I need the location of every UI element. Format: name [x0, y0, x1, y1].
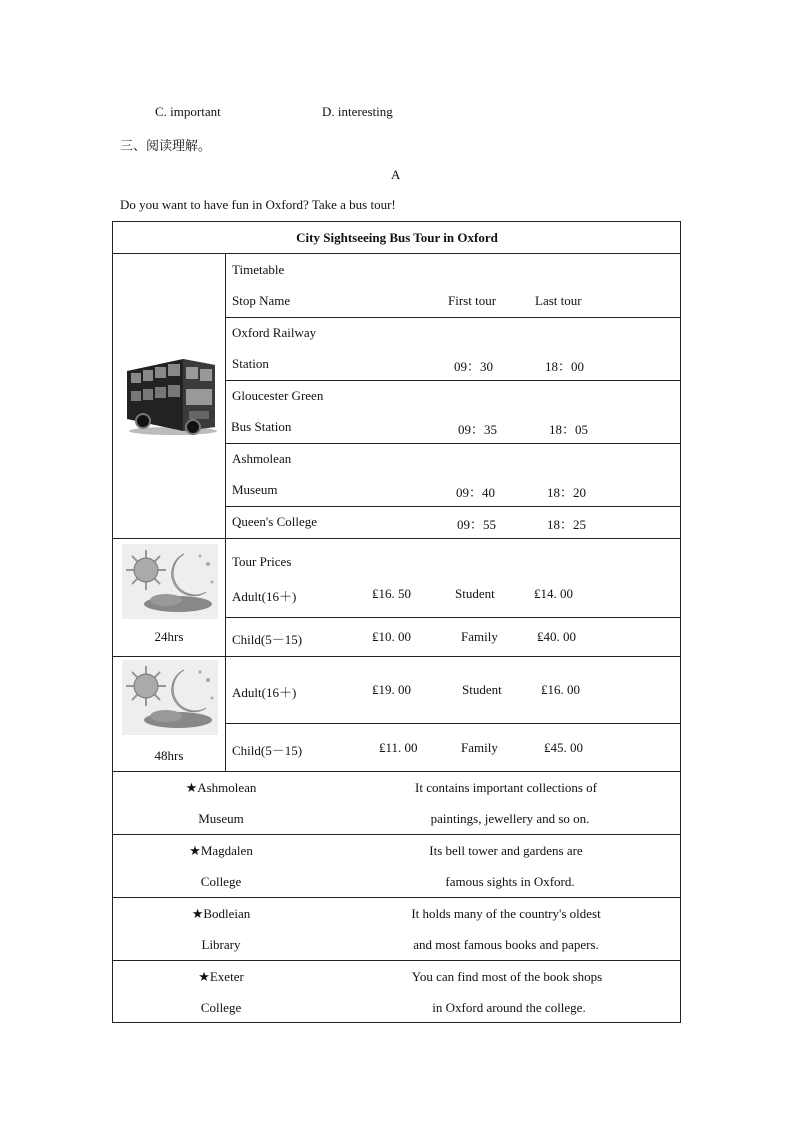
sight-description: Its bell tower and gardens are: [429, 843, 583, 858]
row-divider: [225, 506, 680, 507]
price-category: Adult(16＋): [232, 685, 297, 700]
sight-name: ★Exeter: [198, 969, 244, 984]
sight-description: It holds many of the country's oldest: [411, 906, 601, 921]
price-value: ₤10. 00: [372, 629, 411, 644]
price-category: Adult(16＋): [232, 589, 297, 604]
price-category: Family: [461, 740, 498, 755]
row-divider: [113, 538, 680, 539]
tour-table: [112, 221, 681, 1023]
last-tour-time: 18：25: [547, 517, 587, 532]
sun-moon-icon: [122, 544, 218, 619]
duration-label: 24hrs: [154, 629, 184, 644]
sight-description: and most famous books and papers.: [413, 937, 599, 952]
sun-moon-icon: [122, 660, 218, 735]
sight-description: It contains important collections of: [415, 780, 597, 795]
timetable-label: Timetable: [232, 262, 285, 277]
sight-description: in Oxford around the college.: [432, 1000, 586, 1015]
row-divider: [113, 771, 680, 772]
price-category: Child(5－15): [232, 743, 303, 758]
sight-name: Library: [201, 937, 241, 952]
row-divider: [113, 253, 680, 254]
row-divider: [225, 443, 680, 444]
row-divider: [225, 380, 680, 381]
price-category: Student: [455, 586, 495, 601]
row-divider: [225, 617, 680, 618]
stop-name: Museum: [232, 482, 278, 497]
row-divider: [113, 897, 680, 898]
first-tour-time: 09：35: [458, 422, 498, 437]
first-tour-time: 09：30: [454, 359, 494, 374]
table-title: City Sightseeing Bus Tour in Oxford: [296, 230, 498, 245]
first-tour-time: 09：40: [456, 485, 496, 500]
sight-name: College: [200, 1000, 242, 1015]
section-heading: 三、阅读理解。: [120, 138, 212, 153]
last-tour-time: 18：05: [549, 422, 589, 437]
last-tour-time: 18：00: [545, 359, 585, 374]
price-value: ₤14. 00: [534, 586, 573, 601]
tour-prices-label: Tour Prices: [232, 554, 292, 569]
option-c: C. important: [155, 104, 221, 119]
price-value: ₤11. 00: [379, 740, 418, 755]
col-last-tour: Last tour: [535, 293, 582, 308]
sight-name: ★Bodleian: [191, 906, 251, 921]
price-value: ₤16. 50: [372, 586, 411, 601]
stop-name: Oxford Railway: [232, 325, 317, 340]
duration-label: 48hrs: [154, 748, 184, 763]
price-category: Student: [462, 682, 502, 697]
stop-name: Gloucester Green: [232, 388, 324, 403]
sight-name: ★Ashmolean: [185, 780, 257, 795]
price-value: ₤16. 00: [541, 682, 580, 697]
row-divider: [113, 656, 680, 657]
sight-description: paintings, jewellery and so on.: [430, 811, 590, 826]
column-divider: [225, 253, 226, 771]
stop-name: Station: [232, 356, 269, 371]
stop-name: Queen's College: [232, 514, 318, 529]
price-category: Family: [461, 629, 498, 644]
passage-label: A: [391, 167, 401, 182]
row-divider: [113, 834, 680, 835]
price-value: ₤45. 00: [544, 740, 583, 755]
sight-name: College: [200, 874, 242, 889]
price-category: Child(5－15): [232, 632, 303, 647]
option-d: D. interesting: [322, 104, 393, 119]
intro-text: Do you want to have fun in Oxford? Take a bus tour!: [120, 197, 396, 212]
first-tour-time: 09：55: [457, 517, 497, 532]
row-divider: [113, 960, 680, 961]
row-divider: [225, 317, 680, 318]
sight-description: You can find most of the book shops: [411, 969, 603, 984]
last-tour-time: 18：20: [547, 485, 587, 500]
sight-description: famous sights in Oxford.: [445, 874, 575, 889]
col-stop-name: Stop Name: [232, 293, 291, 308]
stop-name: Ashmolean: [232, 451, 292, 466]
double-decker-bus-icon: [123, 355, 218, 437]
sight-name: ★Magdalen: [189, 843, 253, 858]
price-value: ₤19. 00: [372, 682, 411, 697]
row-divider: [225, 723, 680, 724]
stop-name: Bus Station: [231, 419, 292, 434]
price-value: ₤40. 00: [537, 629, 576, 644]
col-first-tour: First tour: [448, 293, 497, 308]
sight-name: Museum: [198, 811, 244, 826]
